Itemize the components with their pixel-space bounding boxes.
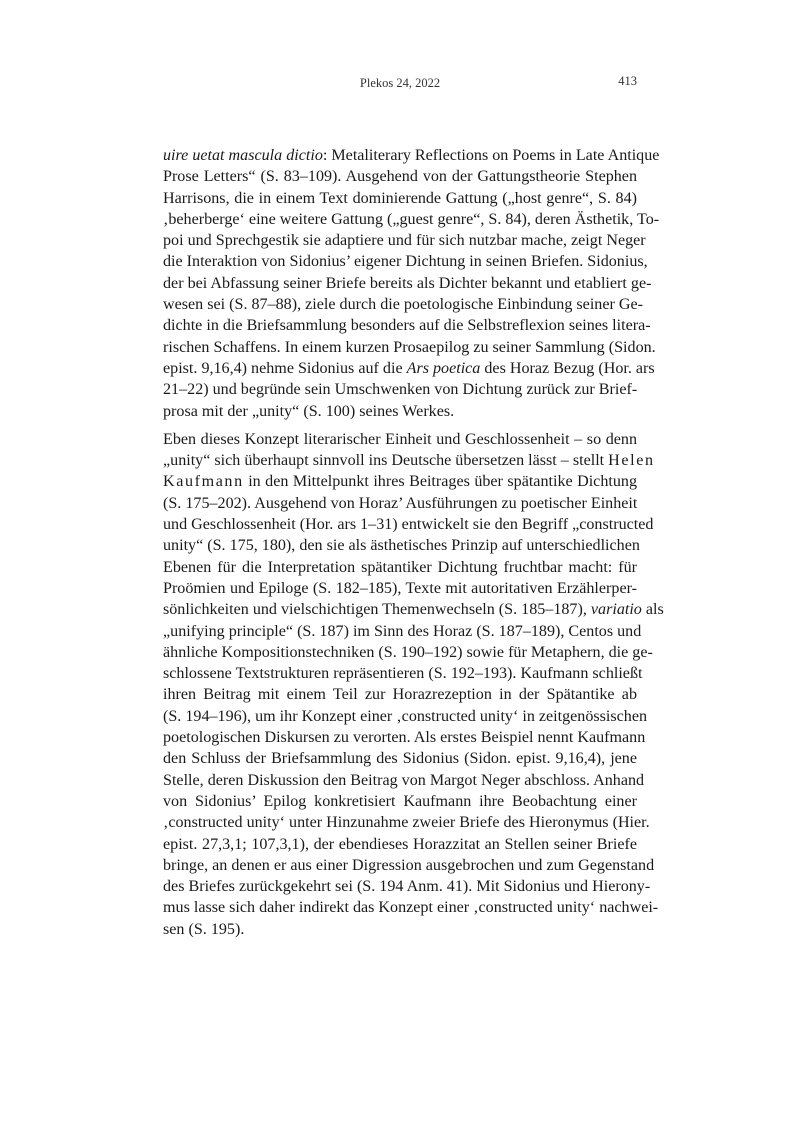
text-line bbox=[163, 358, 655, 379]
text-line bbox=[163, 294, 643, 315]
page-number: 413 bbox=[618, 74, 637, 88]
text-line bbox=[163, 145, 660, 166]
text-line bbox=[163, 791, 637, 812]
text-run: epist. 9,16,4) nehme Sidonius auf die bbox=[163, 359, 407, 377]
text-run: des Horaz Bezug (Hor. ars bbox=[480, 359, 655, 377]
text-line bbox=[163, 514, 654, 535]
text-line bbox=[163, 834, 637, 855]
text-run: „unity“ sich überhaupt sinnvoll ins Deutsche übersetzen lässt – stellt bbox=[163, 452, 609, 470]
text-run: dichte in die Briefsammlung besonders auf die Selbstreflexion seines litera- bbox=[163, 317, 651, 335]
text-line bbox=[163, 855, 655, 876]
text-run: prosa mit der „unity“ (S. 100) seines Werkes. bbox=[163, 402, 455, 420]
text-line bbox=[163, 188, 637, 209]
text-run: rischen Schaffens. In einem kurzen Prosaepilog zu seiner Sammlung (Sidon. bbox=[163, 338, 656, 356]
author-name: Kaufmann bbox=[163, 473, 244, 491]
paragraph bbox=[163, 429, 664, 940]
text-run: (S. 175–202). Ausgehend von Horaz’ Ausführungen zu poetischer Einheit bbox=[163, 494, 638, 512]
text-run: von Sidonius’ Epilog konkretisiert Kaufmann ihre Beobachtung einer bbox=[163, 792, 637, 810]
text-line bbox=[163, 897, 659, 918]
text-line bbox=[163, 642, 653, 663]
text-line bbox=[163, 315, 651, 336]
text-line bbox=[163, 450, 655, 471]
text-line bbox=[163, 748, 637, 769]
text-run: mus lasse sich daher indirekt das Konzept einer ‚constructed unity‘ nachwei- bbox=[163, 899, 659, 917]
text-line bbox=[163, 429, 637, 450]
text-line bbox=[163, 337, 656, 358]
text-run: und Geschlossenheit (Hor. ars 1–31) entwickelt sie den Begriff „constructed bbox=[163, 516, 654, 534]
text-run: poetologischen Diskursen zu verorten. Als erstes Beispiel nennt Kaufmann bbox=[163, 729, 646, 747]
paragraph bbox=[163, 145, 660, 422]
text-run: ihren Beitrag mit einem Teil zur Horazrezeption in der Spätantike ab bbox=[163, 686, 637, 704]
text-run: Proömien und Epiloge (S. 182–185), Texte mit autoritativen Erzählerper- bbox=[163, 579, 637, 597]
text-run: den Schluss der Briefsammlung des Sidonius (Sidon. epist. 9,16,4), jene bbox=[163, 750, 637, 768]
italic-text: uire uetat mascula dictio bbox=[163, 147, 323, 164]
text-run: poi und Sprechgestik sie adaptiere und für sich nutzbar mache, zeigt Neger bbox=[163, 232, 646, 250]
text-line bbox=[163, 663, 643, 684]
text-line bbox=[163, 919, 637, 940]
text-line bbox=[163, 812, 650, 833]
italic-text: variatio bbox=[590, 601, 642, 619]
text-run: ‚beherberge‘ eine weitere Gattung („guest genre“, S. 84), deren Ästhetik, To- bbox=[163, 210, 660, 228]
text-line bbox=[163, 251, 648, 272]
text-run: 21–22) und begründe sein Umschwenken von Dichtung zurück zur Brief- bbox=[163, 381, 638, 399]
text-line bbox=[163, 166, 637, 187]
text-run: Stelle, deren Diskussion den Beitrag von Margot Neger abschloss. Anhand bbox=[163, 771, 645, 789]
text-line bbox=[163, 876, 651, 897]
text-run: Eben dieses Konzept literarischer Einheit und Geschlossenheit – so denn bbox=[163, 430, 637, 448]
text-line bbox=[163, 379, 637, 400]
text-run: ähnliche Kompositionstechniken (S. 190–192) sowie für Metaphern, die ge- bbox=[163, 643, 653, 661]
text-line bbox=[163, 209, 660, 230]
journal-citation: Plekos 24, 2022 bbox=[359, 76, 441, 90]
text-run: wesen sei (S. 87–88), ziele durch die poetologische Einbindung seiner Ge- bbox=[163, 296, 643, 314]
text-line bbox=[163, 471, 637, 492]
text-line bbox=[163, 535, 640, 556]
text-run: unity“ (S. 175, 180), den sie als ästhetisches Prinzip auf unterschiedlichen bbox=[163, 537, 640, 555]
text-line bbox=[163, 230, 646, 251]
text-run: Harrisons, die in einem Text dominierende Gattung („host genre“, S. 84) bbox=[163, 189, 637, 207]
text-run: (S. 194–196), um ihr Konzept einer ‚constructed unity‘ in zeitgenössischen bbox=[163, 707, 648, 725]
text-run: des Briefes zurückgekehrt sei (S. 194 Anm. 41). Mit Sidonius und Hierony- bbox=[163, 878, 651, 896]
text-run: sen (S. 195). bbox=[163, 920, 245, 938]
text-run: der bei Abfassung seiner Briefe bereits als Dichter bekannt und etabliert ge- bbox=[163, 274, 652, 292]
text-line bbox=[163, 599, 664, 620]
text-run: in den Mittelpunkt ihres Beitrages über spätantike Dichtung bbox=[243, 473, 637, 491]
text-run: bringe, an denen er aus einer Digression ausgebrochen und zum Gegenstand bbox=[163, 856, 655, 874]
text-run: epist. 27,3,1; 107,3,1), der ebendieses Horazzitat an Stellen seiner Briefe bbox=[163, 835, 637, 853]
text-run: : Metaliterary Reflections on Poems in Late Antique bbox=[322, 147, 660, 164]
text-run: „unifying principle“ (S. 187) im Sinn des Horaz (S. 187–189), Centos und bbox=[163, 622, 642, 640]
text-run: Ebenen für die Interpretation spätantiker Dichtung fruchtbar macht: für bbox=[163, 558, 637, 576]
text-line bbox=[163, 684, 637, 705]
text-line bbox=[163, 578, 637, 599]
text-run: schlossene Textstrukturen repräsentieren (S. 192–193). Kaufmann schließt bbox=[163, 665, 643, 683]
text-run: Prose Letters“ (S. 83–109). Ausgehend von der Gattungstheorie Stephen bbox=[163, 168, 637, 186]
text-line bbox=[163, 621, 642, 642]
body-text bbox=[163, 145, 664, 940]
text-line bbox=[163, 273, 652, 294]
text-run: die Interaktion von Sidonius’ eigener Dichtung in seinen Briefen. Sidonius, bbox=[163, 253, 648, 271]
text-line bbox=[163, 557, 637, 578]
text-line bbox=[163, 770, 645, 791]
text-run: als bbox=[641, 601, 664, 619]
text-line bbox=[163, 706, 648, 727]
text-line bbox=[163, 727, 646, 748]
italic-text: Ars poetica bbox=[406, 359, 481, 377]
text-line bbox=[163, 493, 637, 514]
author-name: Helen bbox=[608, 452, 655, 470]
text-run: sönlichkeiten und vielschichtigen Themenwechseln (S. 185–187), bbox=[163, 601, 591, 619]
text-line bbox=[163, 401, 637, 422]
text-run: ‚constructed unity‘ unter Hinzunahme zweier Briefe des Hieronymus (Hier. bbox=[163, 814, 650, 832]
running-header bbox=[163, 76, 637, 92]
